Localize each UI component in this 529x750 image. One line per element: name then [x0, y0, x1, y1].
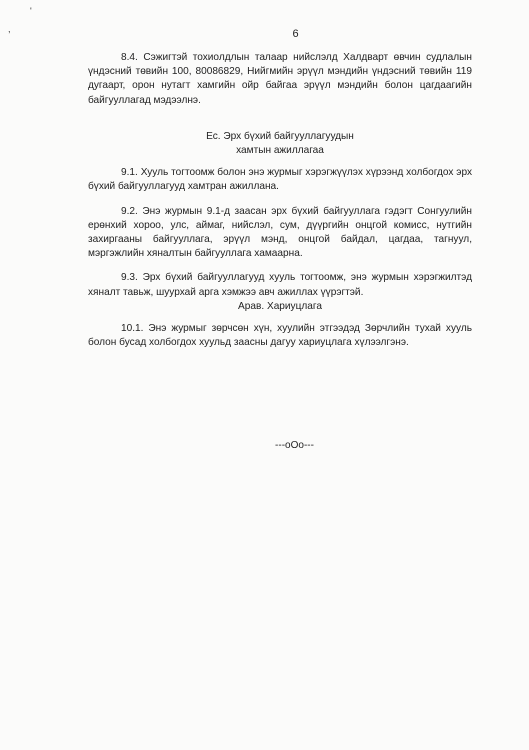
page-number: 6 [292, 28, 299, 40]
paragraph-9-2: 9.2. Энэ журмын 9.1-д заасан эрх бүхий байгууллага гэдэгт Сонгуулийн ерөнхий хороо, улс, аймаг, нийслэл, сум, дүүргийн онцгой комисс, нутгийн захиргааны байгууллага, эрүүл мэнд, онцгой байдал, цагдаа, тагнуул, мэргэжлийн хяналтын байгууллага хамаарна. [88, 205, 472, 260]
scan-mark: , [8, 24, 11, 34]
document-body [88, 51, 472, 350]
paragraph-10-1: 10.1. Энэ журмыг зөрчсөн хүн, хуулийн этгээдэд Зөрчлийн тухай хууль болон бусад холбогдох хуульд заасны дагуу хариуцлага хүлээлгэнэ. [88, 323, 472, 349]
section-10-title: Арав. Хариуцлага [238, 300, 322, 312]
section-9-title-line2: хамтын ажиллагаа [236, 145, 324, 157]
section-9-title-line1: Ес. Эрх бүхий байгууллагуудын [206, 130, 354, 142]
document-end-mark: ---oOo--- [275, 440, 314, 451]
paragraph-9-1: 9.1. Хууль тогтоомж болон энэ журмыг хэрэгжүүлэх хүрээнд холбогдох эрх бүхий байгууллагууд хамтран ажиллана. [88, 167, 472, 193]
paragraph-8-4: 8.4. Сэжигтэй тохиолдлын талаар нийслэлд Халдварт өвчин судлалын үндэсний төвийн 100, 80086829, Нийгмийн эрүүл мэндийн үндэсний төвийн 119 дугаарт, орон нутагт хамгийн ойр байгаа эрүүл мэндийн болон цагдаагийн байгууллагад мэдээлнэ. [88, 52, 472, 106]
scan-mark: ' [30, 6, 32, 16]
paragraph-9-3: 9.3. Эрх бүхий байгууллагууд хууль тогтоомж, энэ журмын хэрэгжилтэд хяналт тавьж, шуурхай арга хэмжээ авч ажиллах үүрэгтэй. [88, 272, 472, 298]
section-9-heading [88, 130, 472, 158]
